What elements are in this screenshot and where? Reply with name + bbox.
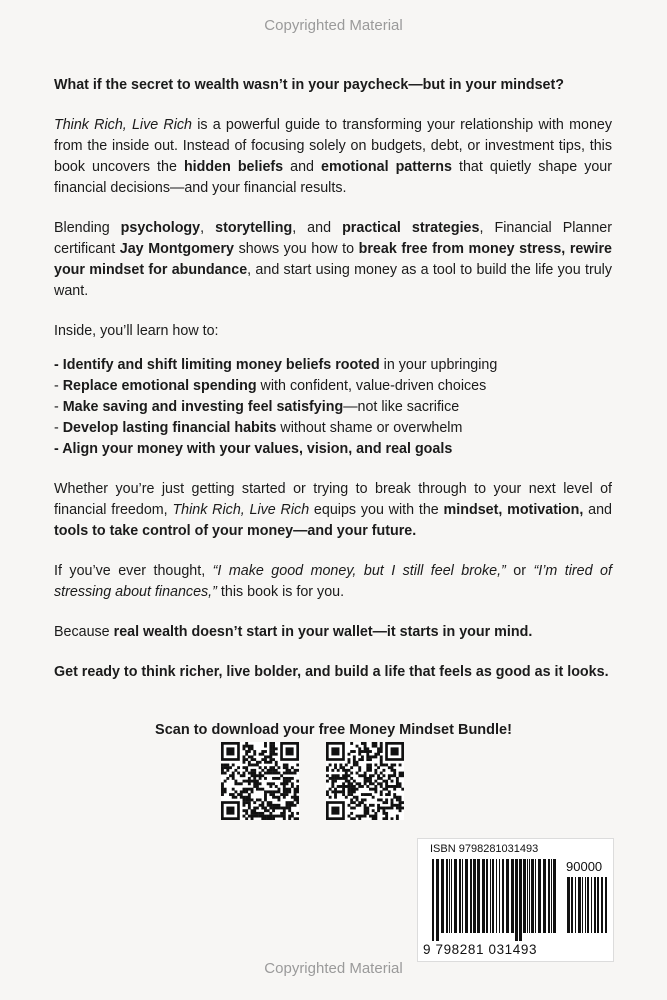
price-code: 90000 xyxy=(566,859,603,874)
scan-prompt: Scan to download your free Money Mindset Bundle! xyxy=(155,722,512,738)
paragraph-quotes: If you’ve ever thought, “I make good money, but I still feel broke,” or “I’m tired of stressing about finances,” this book is for you. xyxy=(54,563,612,600)
isbn-digits: 9 798281 031493 xyxy=(423,942,538,957)
copyright-watermark-bottom: Copyrighted Material xyxy=(264,960,403,977)
isbn-barcode-box xyxy=(417,838,614,962)
paragraph-closing: Get ready to think richer, live bolder, and build a life that feels as good as it looks. xyxy=(54,664,609,680)
list-item: - Identify and shift limiting money beliefs rooted in your upbringing xyxy=(54,357,498,373)
copyright-watermark-top: Copyrighted Material xyxy=(264,17,403,34)
list-item: - Replace emotional spending with confident, value-driven choices xyxy=(54,378,487,394)
bullet-list xyxy=(54,355,612,460)
isbn-label: ISBN 9798281031493 xyxy=(430,843,539,855)
back-cover-text xyxy=(54,75,612,702)
inside-intro: Inside, you’ll learn how to: xyxy=(54,323,219,339)
paragraph-blending: Blending psychology, storytelling, and practical strategies, Financial Planner certificant Jay Montgomery shows you how to break free from money stress, rewire your mindset for abundance, and start using money as a tool to build the life you truly want. xyxy=(54,220,612,299)
paragraph-intro: Think Rich, Live Rich is a powerful guide to transforming your relationship with money from the inside out. Instead of focusing solely on budgets, debt, or investment tips, this book uncovers the hidden beliefs and emotional patterns that quietly shape your financial decisions—and your financial results. xyxy=(54,117,612,196)
list-item: - Develop lasting financial habits without shame or overwhelm xyxy=(54,420,463,436)
qr-code-left[interactable] xyxy=(221,742,299,820)
list-item: - Align your money with your values, vision, and real goals xyxy=(54,441,453,457)
qr-code-right[interactable] xyxy=(326,742,404,820)
headline: What if the secret to wealth wasn’t in your paycheck—but in your mindset? xyxy=(54,77,565,93)
list-item: - Make saving and investing feel satisfying—not like sacrifice xyxy=(54,399,460,415)
isbn-barcode xyxy=(432,859,558,941)
paragraph-whether: Whether you’re just getting started or trying to break through to your next level of financial freedom, Think Rich, Live Rich equips you with the mindset, motivation, and tools to take control of your money—and your future. xyxy=(54,481,613,539)
price-barcode xyxy=(567,877,607,941)
paragraph-because: Because real wealth doesn’t start in your wallet—it starts in your mind. xyxy=(54,624,533,640)
